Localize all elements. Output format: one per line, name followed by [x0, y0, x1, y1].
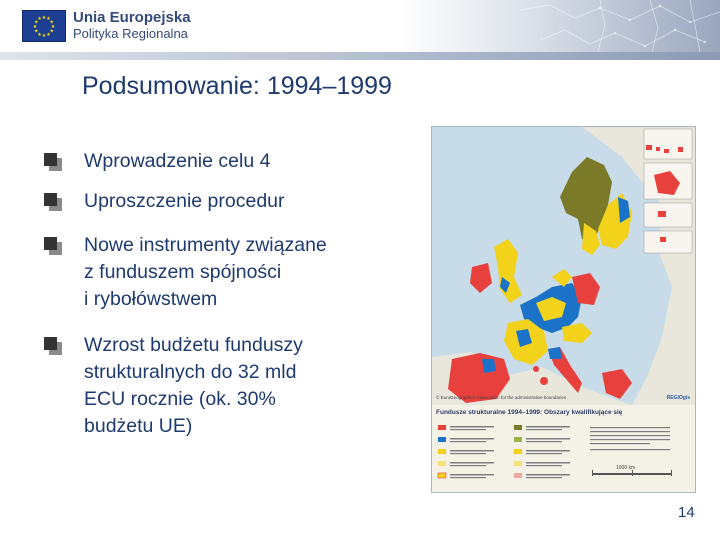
- bullet-text: Wprowadzenie celu 4: [84, 150, 271, 172]
- header-background-map: [400, 0, 720, 52]
- bullet-square-icon: [44, 237, 57, 250]
- structural-funds-map: [431, 126, 696, 493]
- star-icon: ★: [41, 15, 47, 21]
- star-ring: [33, 15, 56, 39]
- header-stripe: [0, 52, 720, 60]
- eu-flag-logo: [22, 10, 66, 42]
- map-scale-label: 1000 km: [616, 465, 636, 471]
- header-texture: [400, 0, 720, 52]
- eu-stars-icon: [23, 11, 65, 41]
- bullet-text: Uproszczenie procedur: [84, 190, 285, 212]
- bullet-text: Wzrost budżetu funduszy strukturalnych do 32 mld ECU rocznie (ok. 30% budżetu UE): [84, 334, 303, 437]
- star-icon: ★: [49, 28, 55, 35]
- star-icon: ★: [37, 16, 42, 23]
- europe-map-image: [432, 127, 695, 405]
- bullet-square-icon: [44, 193, 57, 206]
- star-icon: ★: [50, 24, 56, 30]
- header-bar: [0, 0, 720, 60]
- map-legend: [432, 395, 695, 492]
- star-icon: ★: [49, 19, 55, 26]
- org-subtitle: Polityka Regionalna: [73, 26, 188, 41]
- bullet-text: Nowe instrumenty związane z funduszem spójności i rybołówstwem: [84, 234, 327, 310]
- star-icon: ★: [41, 33, 47, 39]
- star-icon: ★: [46, 16, 51, 23]
- page-number: 14: [678, 504, 695, 521]
- org-title: Unia Europejska: [73, 9, 191, 26]
- star-icon: ★: [33, 19, 39, 26]
- map-brand: REGIOgis: [666, 395, 690, 401]
- legend-swatches: [432, 413, 695, 493]
- star-icon: ★: [37, 31, 42, 38]
- star-icon: ★: [32, 24, 38, 30]
- bullet-square-icon: [44, 337, 57, 350]
- star-icon: ★: [33, 28, 39, 35]
- star-icon: ★: [46, 31, 51, 38]
- map-copyright: © EuroGeographics Association for the administrative boundaries: [436, 395, 567, 400]
- legend-title: Fundusze strukturalne 1994–1999: Obszary kwalifikujące się: [436, 409, 623, 416]
- bullet-square-icon: [44, 153, 57, 166]
- slide-title: Podsumowanie: 1994–1999: [82, 72, 392, 100]
